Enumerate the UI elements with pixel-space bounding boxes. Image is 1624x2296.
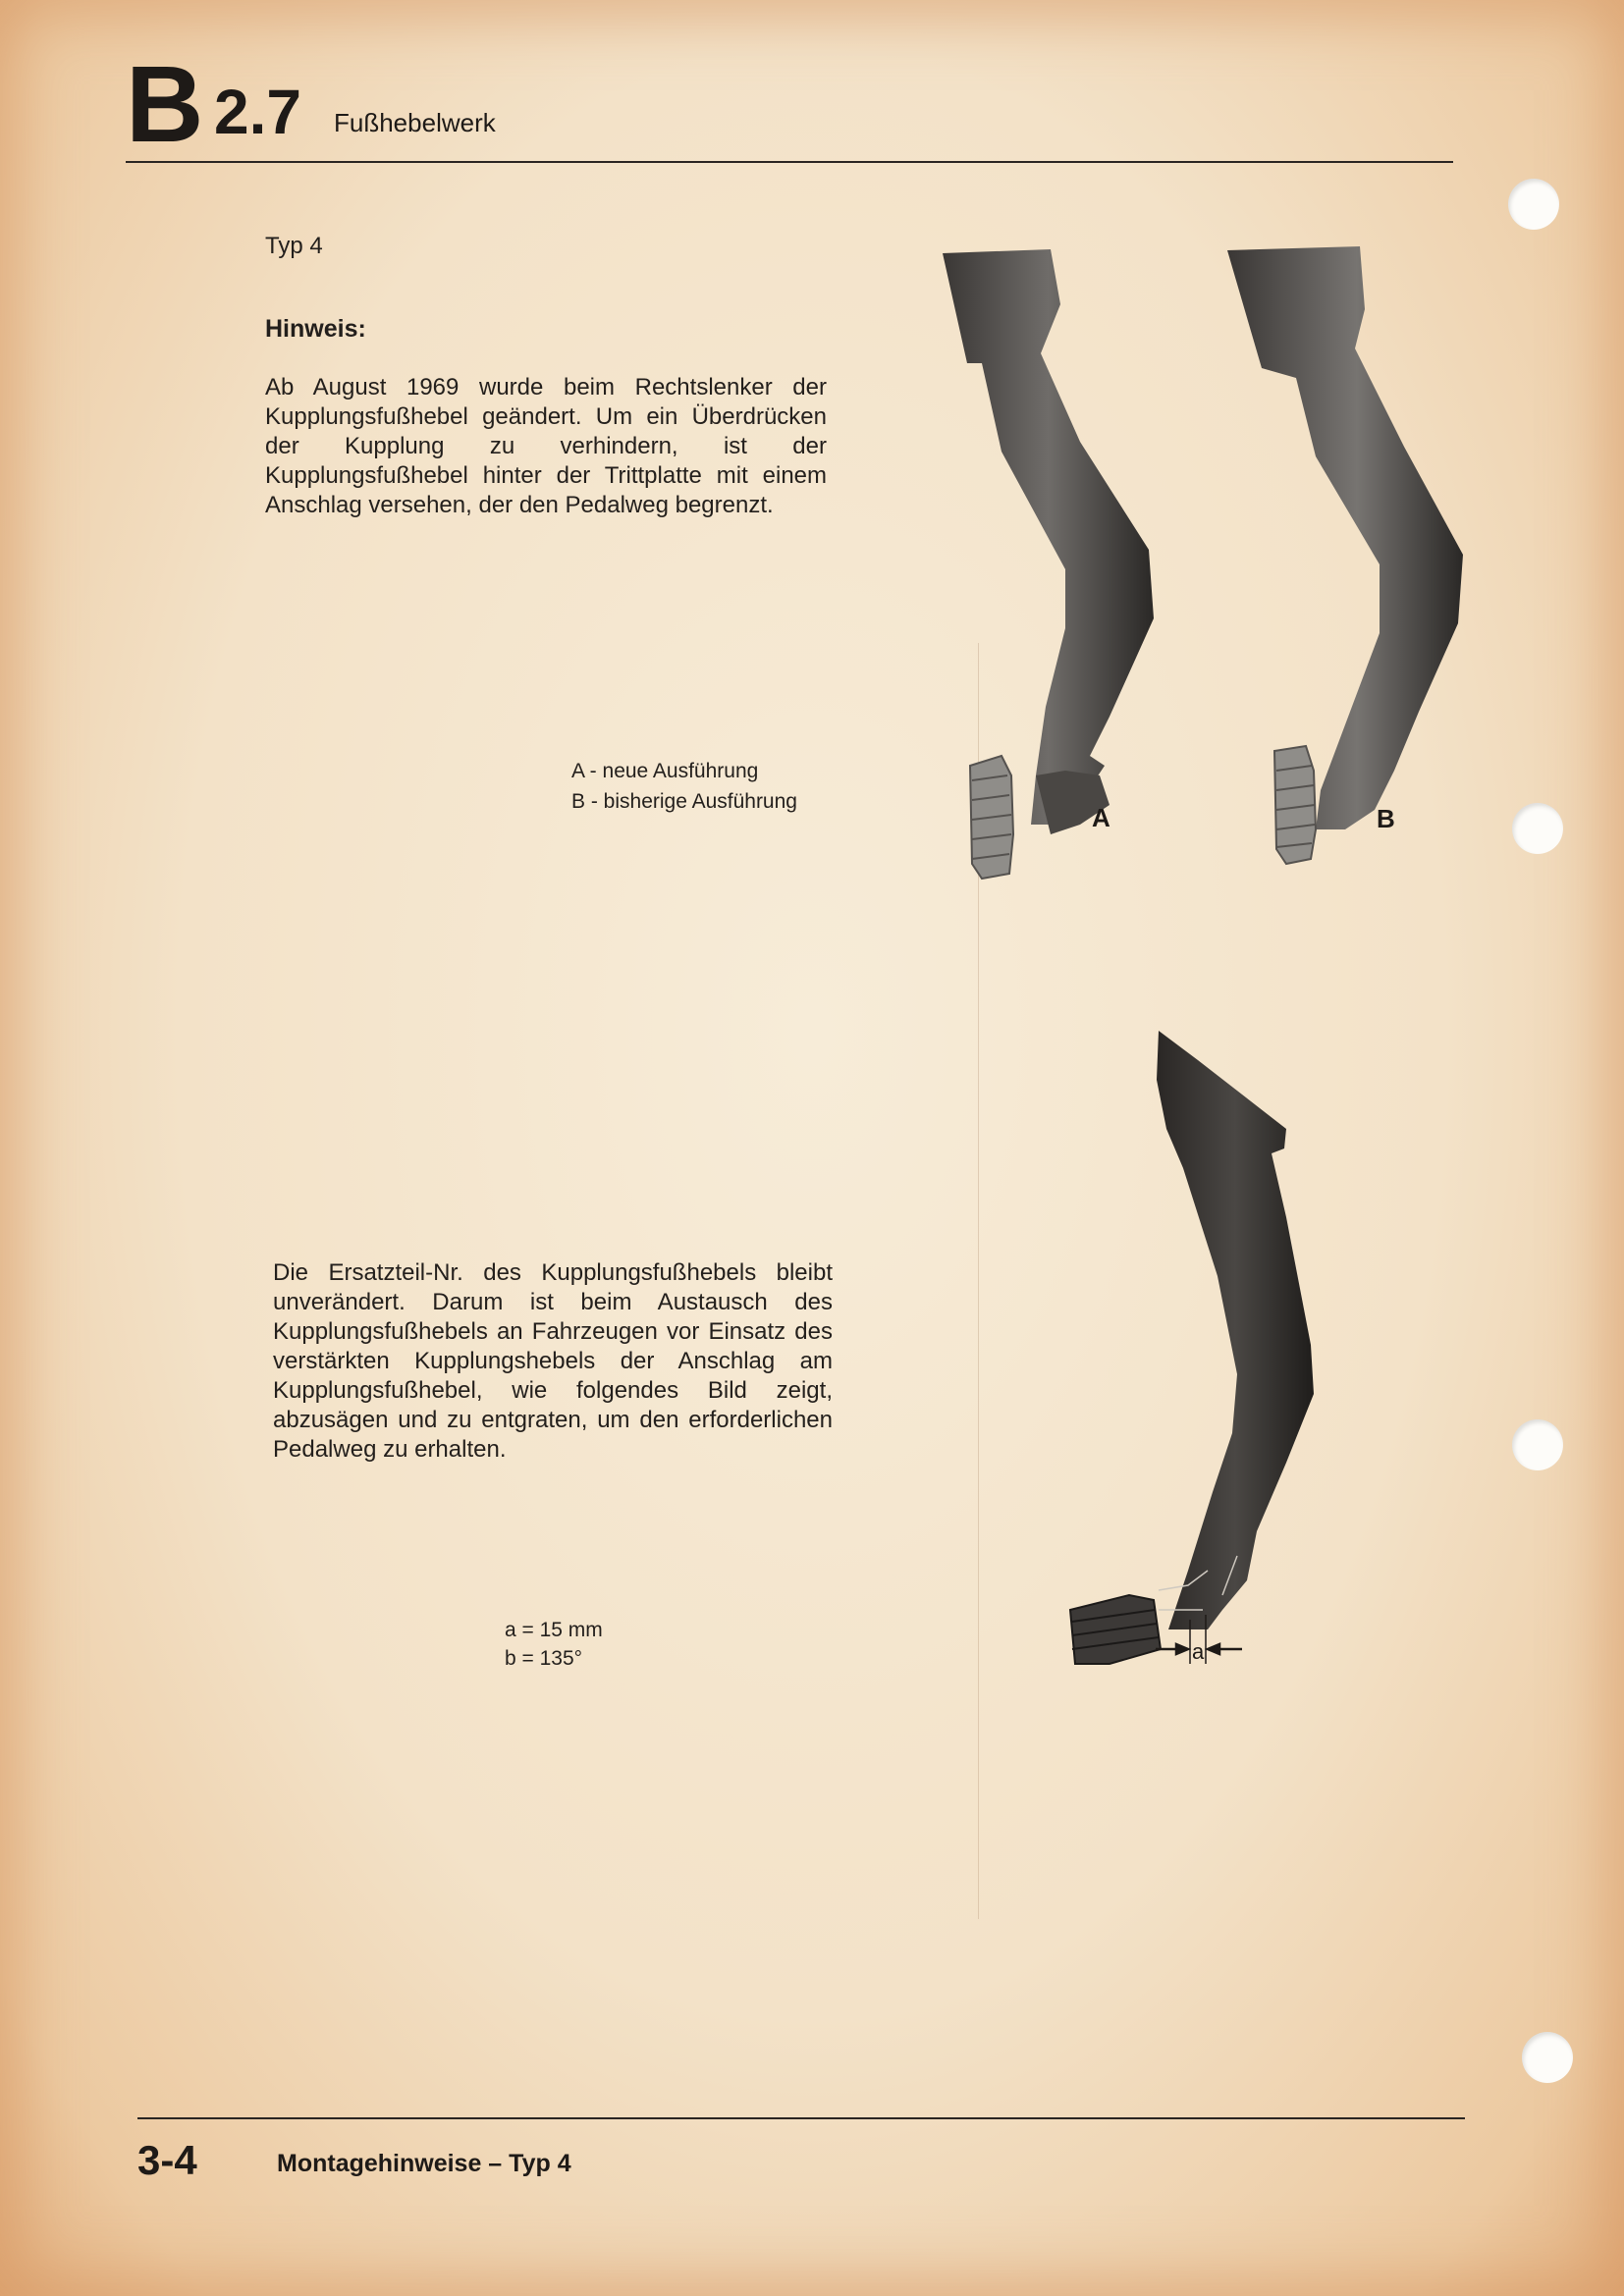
dimension-a: a = 15 mm — [505, 1619, 603, 1641]
replacement-paragraph: Die Ersatzteil-Nr. des Kupplungsfußhebels bleibt unverändert. Darum ist beim Austausch des Kupplungsfußhebels an Fahrzeugen vor Einsatz des verstärkten Kupplungshebels der Anschlag am Kupplungsfußhebel, wie folgendes Bild zeigt, abzusägen und zu entgraten, um den erforderlichen Pedalweg zu erhalten. — [273, 1259, 833, 1463]
footer-title: Montagehinweise – Typ 4 — [277, 2150, 571, 2177]
caption-b: B - bisherige Ausführung — [571, 790, 797, 813]
pedal-lever — [1157, 1031, 1314, 1629]
pedal-figure-a — [943, 245, 1178, 883]
dimension-values — [505, 1616, 603, 1673]
binder-hole — [1508, 179, 1559, 230]
caption-a: A - neue Ausführung — [571, 760, 759, 782]
note-heading: Hinweis: — [265, 315, 366, 343]
section-title: Fußhebelwerk — [334, 108, 496, 137]
pedal-lever — [1227, 246, 1463, 829]
figure-caption — [571, 756, 797, 817]
footer-rule — [137, 2117, 1465, 2119]
pedal-lever — [943, 249, 1154, 825]
dimension-label-a: a — [1192, 1639, 1205, 1664]
note-paragraph: Ab August 1969 wurde beim Rechtslenker der Kupplungsfußhebel geändert. Um ein Überdrücken der Kupplung zu verhindern, ist der Kupplungsfußhebel hinter der Trittplatte mit einem Anschlag versehen, der den Pedalweg begrenzt. — [265, 374, 827, 518]
tread-plate — [1274, 746, 1316, 864]
page-number: 3-4 — [137, 2137, 197, 2183]
figure-label-a: A — [1092, 803, 1110, 832]
pedal-modification-figure — [1051, 1021, 1345, 1669]
binder-hole — [1512, 803, 1563, 854]
binder-hole — [1522, 2032, 1573, 2083]
section-letter: B — [126, 44, 202, 165]
type-label: Typ 4 — [265, 233, 323, 259]
pedal-figure-b — [1218, 240, 1463, 879]
tread-plate — [1070, 1595, 1161, 1664]
binder-hole — [1512, 1419, 1563, 1470]
section-number: 2.7 — [214, 77, 301, 147]
header-rule — [126, 161, 1453, 163]
tread-plate — [970, 756, 1013, 879]
figure-label-b: B — [1377, 804, 1395, 833]
dimension-b: b = 135° — [505, 1647, 583, 1670]
